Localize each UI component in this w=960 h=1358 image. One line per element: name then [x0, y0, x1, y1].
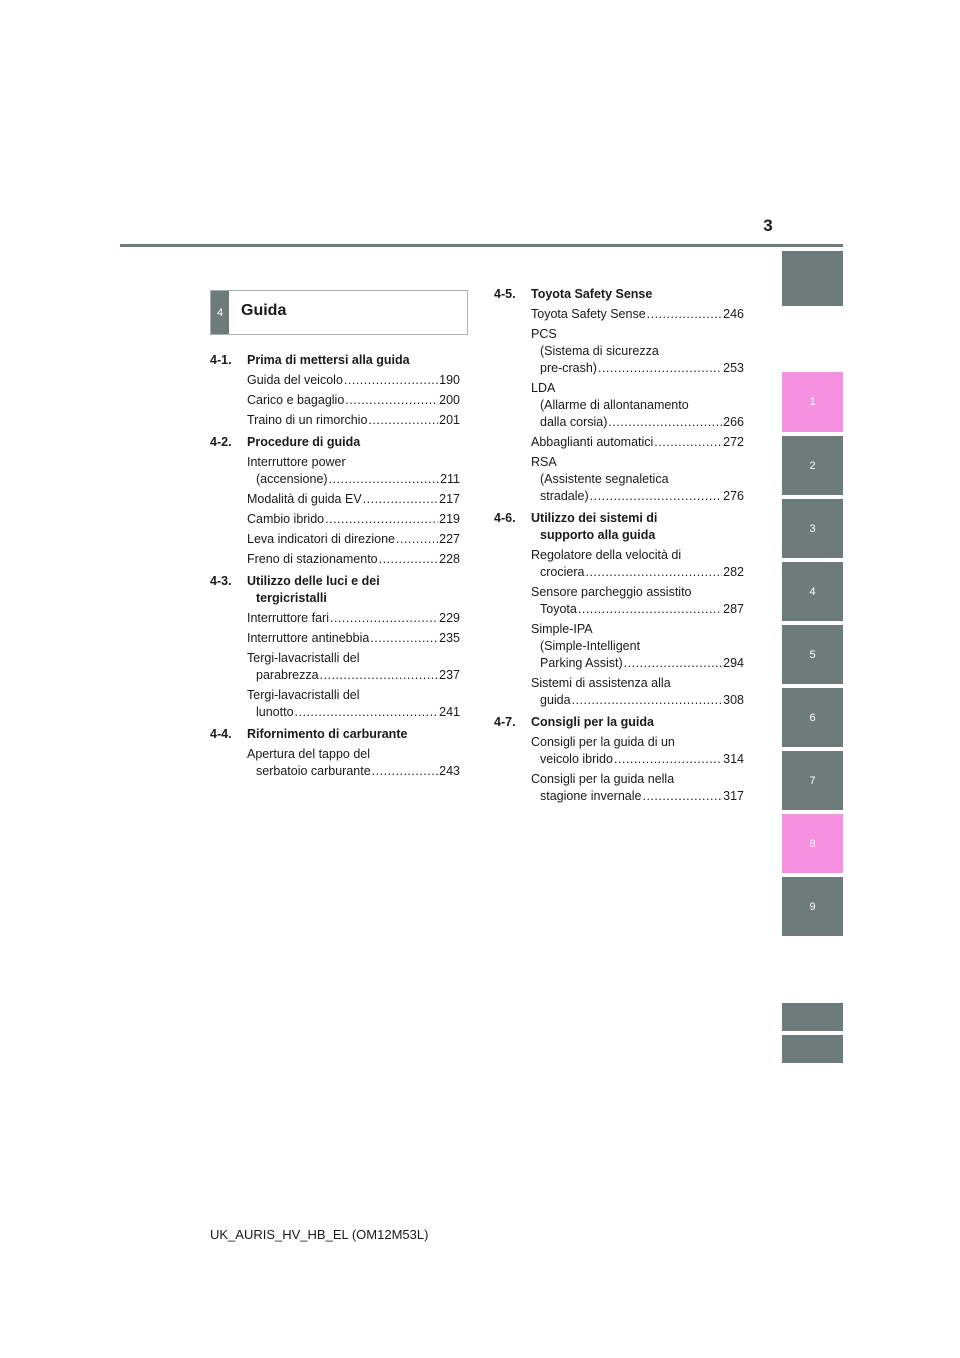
entry-last-line — [247, 763, 460, 780]
leader-dots — [363, 491, 438, 508]
toc-section — [210, 434, 460, 568]
section-title — [247, 352, 460, 369]
leader-dots — [320, 667, 439, 684]
section-title-line: Prima di mettersi alla guida — [247, 353, 410, 367]
section-number: 4-6. — [494, 511, 516, 525]
section-heading — [494, 714, 744, 734]
toc-entry[interactable] — [247, 511, 460, 528]
section-title — [247, 726, 460, 743]
entry-last-line — [531, 488, 744, 505]
section-title — [247, 573, 460, 607]
entry-text: Modalità di guida EV — [247, 492, 362, 506]
toc-section — [494, 286, 744, 505]
page-ref: 243 — [439, 764, 460, 778]
page-ref: 287 — [723, 602, 744, 616]
entry-text: stagione invernale — [540, 789, 642, 803]
toc-section — [210, 573, 460, 721]
toc-section — [210, 726, 460, 780]
leader-dots — [345, 392, 438, 409]
entry-last-line — [247, 531, 460, 548]
leader-dots — [654, 434, 722, 451]
entry-text: (Assistente segnaletica — [540, 472, 669, 486]
entry-text: guida — [540, 693, 571, 707]
entry-last-line — [531, 360, 744, 377]
leader-dots — [368, 412, 438, 429]
entry-text: Apertura del tappo del — [247, 747, 371, 761]
entry-text: (Sistema di sicurezza — [540, 344, 659, 358]
toc-entry[interactable] — [531, 675, 744, 709]
entry-last-line — [531, 601, 744, 618]
toc-section — [210, 352, 460, 429]
entry-last-line — [247, 630, 460, 647]
page-ref: 228 — [439, 552, 460, 566]
leader-dots — [608, 414, 722, 431]
leader-dots — [578, 601, 722, 618]
entry-last-line — [531, 655, 744, 672]
side-tab-9[interactable]: 9 — [782, 877, 843, 936]
toc-entry[interactable] — [531, 621, 744, 672]
side-tab-7[interactable]: 7 — [782, 751, 843, 810]
section-title — [531, 714, 744, 731]
entry-last-line — [531, 692, 744, 709]
entry-last-line — [247, 392, 460, 409]
entry-last-line — [531, 751, 744, 768]
entry-text: pre-crash) — [540, 361, 597, 375]
entry-text: Carico e bagaglio — [247, 393, 345, 407]
page-ref: 294 — [723, 656, 744, 670]
entry-text: Tergi-lavacristalli del — [247, 688, 360, 702]
toc-entry[interactable] — [247, 630, 460, 647]
chapter-number: 4 — [211, 291, 229, 334]
toc-entry[interactable] — [247, 372, 460, 389]
page-ref: 219 — [439, 512, 460, 526]
side-tab-2[interactable]: 2 — [782, 436, 843, 495]
page-ref: 253 — [723, 361, 744, 375]
entry-text: dalla corsia) — [540, 415, 608, 429]
entry-text: Sistemi di assistenza alla — [531, 676, 671, 690]
toc-section — [494, 714, 744, 805]
page-number: 3 — [763, 216, 773, 235]
section-title-line: Rifornimento di carburante — [247, 727, 408, 741]
toc-entry[interactable] — [247, 491, 460, 508]
page-ref: 276 — [723, 489, 744, 503]
entry-text: Regolatore della velocità di — [531, 548, 682, 562]
section-heading — [494, 510, 744, 547]
entry-text: (Allarme di allontanamento — [540, 398, 689, 412]
entry-last-line — [247, 511, 460, 528]
leader-dots — [624, 655, 722, 672]
section-title-line: supporto alla guida — [540, 528, 656, 542]
entry-last-line — [247, 667, 460, 684]
leader-dots — [590, 488, 723, 505]
entry-text: Toyota — [540, 602, 577, 616]
leader-dots — [370, 630, 438, 647]
toc-entry[interactable] — [247, 551, 460, 568]
entry-last-line — [531, 434, 744, 451]
leader-dots — [396, 531, 438, 548]
entry-last-line — [247, 491, 460, 508]
side-tab-bottom-2[interactable] — [782, 1035, 843, 1063]
entry-last-line — [247, 372, 460, 389]
entry-text: (Simple-Intelligent — [540, 639, 641, 653]
page-ref: 237 — [439, 668, 460, 682]
section-title-line: Toyota Safety Sense — [531, 287, 653, 301]
entry-last-line — [247, 704, 460, 721]
footer-code: UK_AURIS_HV_HB_EL (OM12M53L) — [210, 1227, 429, 1242]
section-heading — [494, 286, 744, 306]
entry-text: Interruttore power — [247, 455, 346, 469]
section-title — [247, 434, 460, 451]
section-number: 4-3. — [210, 574, 232, 588]
entry-last-line — [531, 414, 744, 431]
section-number: 4-4. — [210, 727, 232, 741]
leader-dots — [585, 564, 722, 581]
toc-entry[interactable] — [531, 380, 744, 431]
entry-text: Leva indicatori di direzione — [247, 532, 396, 546]
entry-text: Traino di un rimorchio — [247, 413, 368, 427]
entry-text: parabrezza — [256, 668, 319, 682]
leader-dots — [344, 372, 438, 389]
entry-text: serbatoio carburante — [256, 764, 371, 778]
section-heading — [210, 573, 460, 610]
top-rule — [120, 244, 843, 247]
toc-entry[interactable] — [247, 746, 460, 780]
section-title-line: Consigli per la guida — [531, 715, 654, 729]
section-title — [531, 510, 744, 544]
section-heading — [210, 434, 460, 454]
entry-text: Freno di stazionamento — [247, 552, 378, 566]
page-ref: 235 — [439, 631, 460, 645]
page-ref: 266 — [723, 415, 744, 429]
side-tab-bottom-1[interactable] — [782, 1003, 843, 1031]
section-title — [531, 286, 744, 303]
toc-entry[interactable] — [531, 547, 744, 581]
leader-dots — [647, 306, 722, 323]
toc-entry[interactable] — [531, 326, 744, 377]
section-title-line: Utilizzo dei sistemi di — [531, 511, 658, 525]
entry-text: Interruttore antinebbia — [247, 631, 370, 645]
section-title-line: Utilizzo delle luci e dei — [247, 574, 380, 588]
chapter-title: Guida — [241, 302, 287, 319]
toc-entry[interactable] — [531, 434, 744, 451]
page-ref: 200 — [439, 393, 460, 407]
section-number: 4-2. — [210, 435, 232, 449]
entry-text: Interruttore fari — [247, 611, 329, 625]
entry-text: Parking Assist) — [540, 656, 623, 670]
leader-dots — [642, 788, 722, 805]
page-ref: 229 — [439, 611, 460, 625]
entry-text: Sensore parcheggio assistito — [531, 585, 692, 599]
section-title-line: tergicristalli — [256, 591, 327, 605]
leader-dots — [379, 551, 439, 568]
entry-last-line — [247, 551, 460, 568]
page-ref: 317 — [723, 789, 744, 803]
toc-entry[interactable] — [247, 650, 460, 684]
entry-text: crociera — [540, 565, 585, 579]
page-ref: 314 — [723, 752, 744, 766]
section-number: 4-5. — [494, 287, 516, 301]
side-tab-5[interactable]: 5 — [782, 625, 843, 684]
entry-text: LDA — [531, 381, 556, 395]
toc-entry[interactable] — [247, 454, 460, 488]
side-tab-4[interactable]: 4 — [782, 562, 843, 621]
page-ref: 241 — [439, 705, 460, 719]
side-tab-6[interactable]: 6 — [782, 688, 843, 747]
leader-dots — [325, 511, 438, 528]
toc-entry[interactable] — [247, 687, 460, 721]
entry-text: Cambio ibrido — [247, 512, 325, 526]
toc-entry[interactable] — [247, 531, 460, 548]
entry-text: Toyota Safety Sense — [531, 307, 646, 321]
entry-text: RSA — [531, 455, 557, 469]
entry-text: Consigli per la guida di un — [531, 735, 675, 749]
entry-text: Guida del veicolo — [247, 373, 343, 387]
leader-dots — [330, 610, 438, 627]
side-tab-8[interactable]: 8 — [782, 814, 843, 873]
page-ref: 246 — [723, 307, 744, 321]
section-number: 4-7. — [494, 715, 516, 729]
toc-right-column — [494, 286, 744, 810]
page-ref: 190 — [439, 373, 460, 387]
section-title-line: Procedure di guida — [247, 435, 361, 449]
entry-text: lunotto — [256, 705, 294, 719]
entry-text: (accensione) — [256, 472, 328, 486]
entry-last-line — [531, 564, 744, 581]
leader-dots — [372, 763, 438, 780]
leader-dots — [329, 471, 439, 488]
page-ref: 201 — [439, 413, 460, 427]
toc-entry[interactable] — [531, 584, 744, 618]
toc-entry[interactable] — [247, 610, 460, 627]
page-ref: 308 — [723, 693, 744, 707]
toc-left-column — [210, 352, 460, 785]
toc-section — [494, 510, 744, 709]
entry-last-line — [531, 788, 744, 805]
entry-last-line — [247, 471, 460, 488]
page-ref: 282 — [723, 565, 744, 579]
side-tab-1[interactable]: 1 — [782, 372, 843, 432]
toc-entry[interactable] — [247, 412, 460, 429]
leader-dots — [598, 360, 722, 377]
page-ref: 211 — [440, 472, 460, 486]
section-number: 4-1. — [210, 353, 232, 367]
section-heading — [210, 352, 460, 372]
entry-text: Consigli per la guida nella — [531, 772, 675, 786]
chapter-header — [210, 290, 468, 335]
entry-text: stradale) — [540, 489, 589, 503]
entry-last-line — [531, 306, 744, 323]
entry-last-line — [247, 412, 460, 429]
toc-entry[interactable] — [531, 734, 744, 768]
entry-text: Tergi-lavacristalli del — [247, 651, 360, 665]
side-tab-top[interactable] — [782, 251, 843, 306]
entry-text: veicolo ibrido — [540, 752, 613, 766]
leader-dots — [295, 704, 439, 721]
section-heading — [210, 726, 460, 746]
leader-dots — [572, 692, 723, 709]
entry-last-line — [247, 610, 460, 627]
entry-text: Abbaglianti automatici — [531, 435, 654, 449]
toc-entry[interactable] — [247, 392, 460, 409]
side-tabs — [782, 0, 843, 1358]
entry-text: PCS — [531, 327, 557, 341]
toc-entry[interactable] — [531, 306, 744, 323]
page-ref: 217 — [439, 492, 460, 506]
toc-entry[interactable] — [531, 771, 744, 805]
side-tab-3[interactable]: 3 — [782, 499, 843, 558]
toc-entry[interactable] — [531, 454, 744, 505]
leader-dots — [614, 751, 722, 768]
page-ref: 227 — [439, 532, 460, 546]
entry-text: Simple-IPA — [531, 622, 593, 636]
page-ref: 272 — [723, 435, 744, 449]
